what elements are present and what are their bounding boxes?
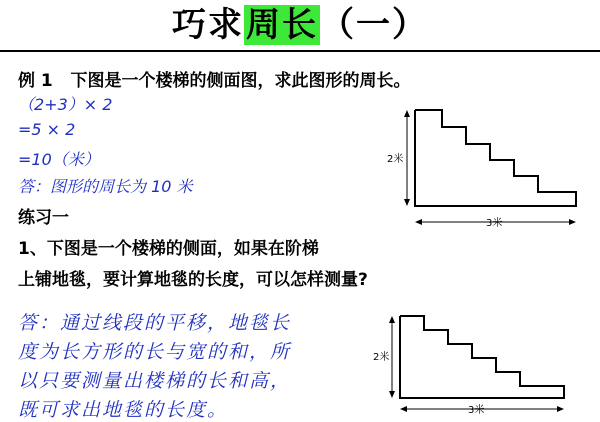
height-arrow-top bbox=[404, 110, 410, 117]
height-label: 2米 bbox=[387, 154, 404, 165]
title-highlight: 周长 bbox=[246, 5, 318, 45]
exercise-question-line-1: 1、下图是一个楼梯的侧面，如果在阶梯 bbox=[18, 239, 319, 259]
exercise-answer-line-4: 既可求出地毯的长度。 bbox=[18, 399, 229, 421]
staircase-figure-1 bbox=[380, 102, 585, 232]
height-label: 2米 bbox=[373, 352, 390, 363]
title-part1: 巧求 bbox=[172, 5, 244, 45]
width-arrow-left bbox=[400, 406, 407, 412]
width-arrow-right bbox=[557, 406, 564, 412]
height-arrow-top bbox=[389, 316, 395, 323]
work-line-1: （2+3）× 2 bbox=[18, 95, 113, 114]
exercise-answer-line-1: 答：通过线段的平移，地毯长 bbox=[18, 312, 292, 334]
work-line-2: =5 × 2 bbox=[18, 120, 76, 139]
height-arrow-bottom bbox=[389, 391, 395, 398]
work-line-3: =10（米） bbox=[18, 150, 100, 169]
staircase-outline bbox=[400, 316, 564, 398]
example-label: 例 1 bbox=[18, 71, 53, 91]
title-underline bbox=[0, 50, 600, 52]
width-arrow-right bbox=[569, 219, 576, 225]
width-arrow-left bbox=[415, 219, 422, 225]
width-label: 3米 bbox=[486, 218, 503, 229]
exercise-heading: 练习一 bbox=[18, 208, 69, 228]
exercise-answer-line-3: 以只要测量出楼梯的长和高， bbox=[18, 370, 292, 392]
staircase-outline bbox=[415, 110, 576, 206]
width-label: 3米 bbox=[468, 405, 485, 416]
example-question-line bbox=[18, 66, 411, 91]
staircase-figure-2 bbox=[372, 312, 592, 420]
page-title bbox=[0, 4, 600, 46]
example-answer: 答：图形的周长为 10 米 bbox=[18, 177, 193, 196]
example-question: 下图是一个楼梯的侧面图，求此图形的周长。 bbox=[70, 71, 411, 91]
exercise-answer-line-2: 度为长方形的长与宽的和，所 bbox=[18, 341, 292, 363]
title-part2: （一） bbox=[320, 5, 428, 45]
exercise-question-line-2: 上铺地毯，要计算地毯的长度，可以怎样测量? bbox=[18, 270, 368, 290]
height-arrow-bottom bbox=[404, 199, 410, 206]
